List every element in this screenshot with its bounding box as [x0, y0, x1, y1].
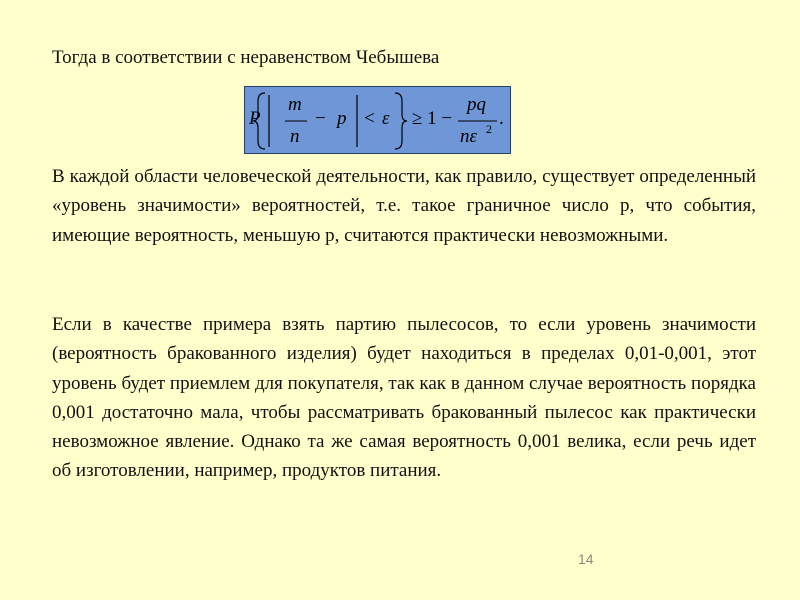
formula-pq: pq — [467, 94, 486, 115]
formula-m: m — [288, 94, 302, 115]
formula-eps: ε — [382, 108, 390, 129]
paragraph-vacuum-example: Если в качестве примера взять партию пылесосов, то если уровень значимости (вероятность бракованного изделия) будет находиться в пределах 0,01-0,001, этот уровень будет приемлем для покупателя, так как в данном случае вероятность порядка 0,001 достаточно мала, чтобы рассматривать бракованный пылесос как практически невозможное явление. Однако та же самая вероятность 0,001 велика, если речь идет об изготовлении, например, продуктов питания. — [52, 314, 756, 482]
chebyshev-formula — [244, 86, 511, 154]
formula-ge1: ≥ 1 − — [412, 108, 453, 129]
formula-minus: − — [315, 108, 326, 129]
page-number: 14 — [578, 551, 594, 567]
formula-ne: nε — [460, 126, 477, 147]
formula-sq: 2 — [486, 122, 492, 136]
formula-p: p — [337, 108, 347, 129]
formula-dot: . — [499, 108, 504, 129]
right-outer-brace — [395, 93, 407, 149]
formula-n: n — [290, 126, 300, 147]
intro-text: Тогда в соответствии с неравенством Чебышева — [52, 47, 440, 68]
paragraph-significance-level: В каждой области человеческой деятельности, как правило, существует определенный «уровень значимости» вероятностей, т.е. такое граничное число p, что события, имеющие вероятность, меньшую p, считаются практически невозможными. — [52, 166, 756, 246]
formula-P: P — [249, 108, 261, 129]
formula-lt: < — [364, 108, 375, 129]
